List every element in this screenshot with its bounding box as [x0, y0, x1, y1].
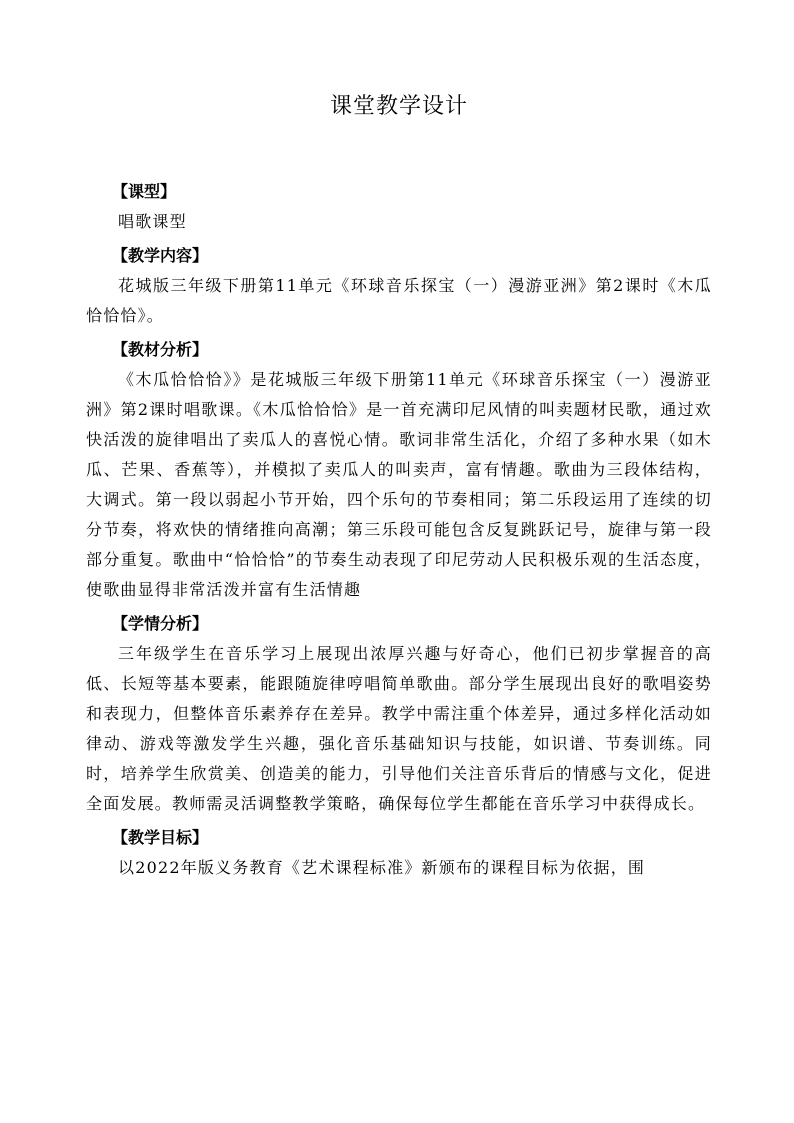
student-analysis-text: 三年级学生在音乐学习上展现出浓厚兴趣与好奇心，他们已初步掌握音的高低、长短等基本要素，能跟随旋律哼唱简单歌曲。部分学生展现出良好的歌唱姿势和表现力，但整体音乐素养存在差异。教学中需注重个体差异，通过多样化活动如律动、游戏等激发学生兴趣，强化音乐基础知识与技能，如识谱、节奏训练。同时，培养学生欣赏美、创造美的能力，引导他们关注音乐背后的情感与文化，促进全面发展。教师需灵活调整教学策略，确保每位学生都能在音乐学习中获得成长。 — [86, 644, 712, 813]
section-heading-teaching-content: 【教学内容】 — [112, 246, 209, 265]
section-teaching-objectives — [86, 823, 712, 883]
section-material-analysis — [86, 335, 712, 605]
section-heading-student-analysis: 【学情分析】 — [112, 614, 209, 633]
section-heading-lesson-type: 【课型】 — [112, 182, 177, 201]
document-page — [86, 78, 712, 887]
lesson-type-text: 唱歌课型 — [118, 212, 187, 231]
section-heading-material-analysis: 【教材分析】 — [112, 340, 209, 359]
section-heading-teaching-objectives: 【教学目标】 — [112, 828, 209, 847]
section-student-analysis — [86, 609, 712, 819]
section-lesson-type — [86, 177, 712, 237]
teaching-content-text: 花城版三年级下册第11单元《环球音乐探宝（一）漫游亚洲》第2课时《木瓜恰恰恰》。 — [86, 276, 712, 325]
document-title: 课堂教学设计 — [329, 94, 468, 119]
material-analysis-text: 《木瓜恰恰恰》》是花城版三年级下册第11单元《环球音乐探宝（一）漫游亚洲》第2课时唱歌课。《木瓜恰恰恰》是一首充满印尼风情的叫卖题材民歌，通过欢快活泼的旋律唱出了卖瓜人的喜悦心情。歌词非常生活化，介绍了多种水果（如木瓜、芒果、香蕉等），并模拟了卖瓜人的叫卖声，富有情趣。歌曲为三段体结构，大调式。第一段以弱起小节开始，四个乐句的节奏相同；第二乐段运用了连续的切分节奏，将欢快的情绪推向高潮；第三乐段可能包含反复跳跃记号，旋律与第一段部分重复。歌曲中“恰恰恰”的节奏生动表现了印尼劳动人民积极乐观的生活态度，使歌曲显得非常活泼并富有生活情趣 — [86, 370, 712, 599]
teaching-objectives-text: 以2022年版义务教育《艺术课程标准》新颁布的课程目标为依据，围 — [118, 858, 646, 877]
section-teaching-content — [86, 241, 712, 331]
